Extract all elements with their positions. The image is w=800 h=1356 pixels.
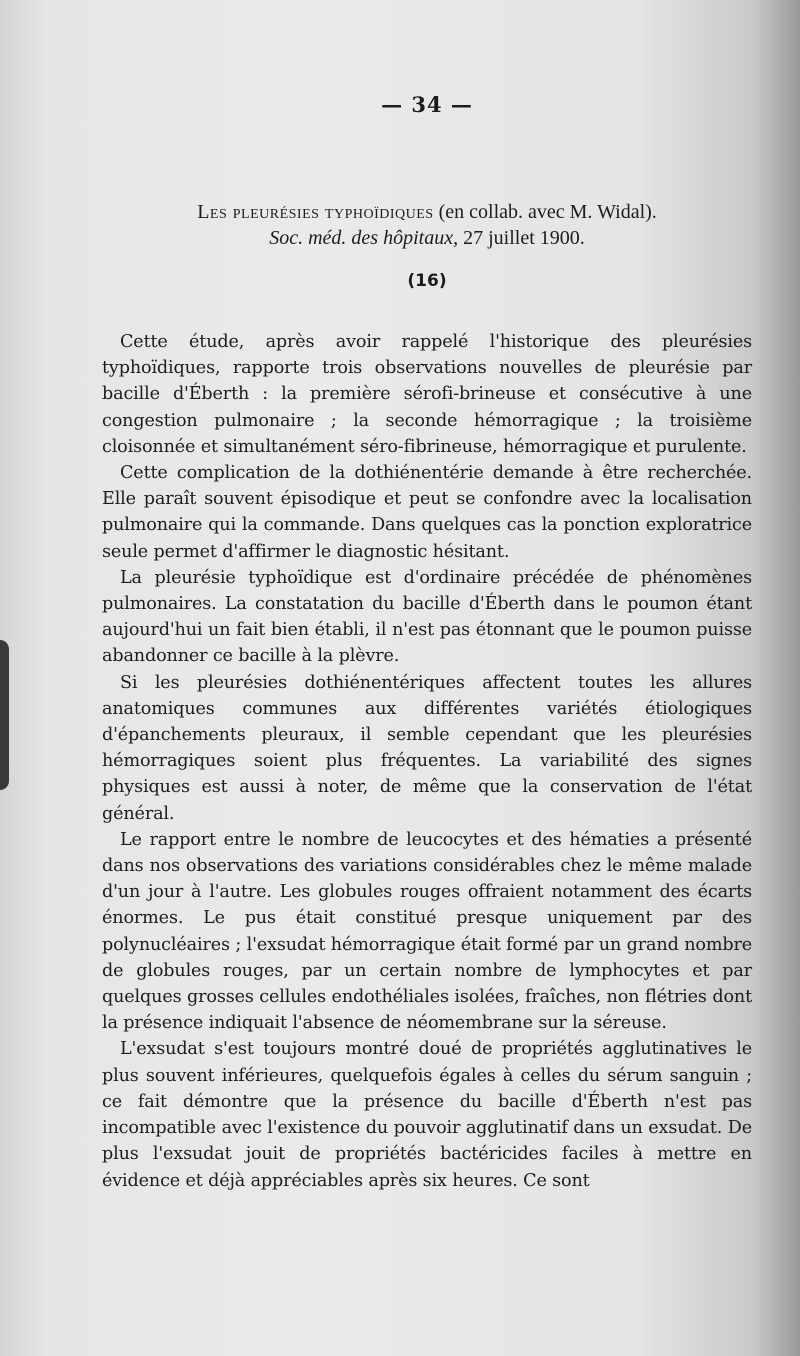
paragraph-1: Cette étude, après avoir rappelé l'historique des pleurésies typhoïdiques, rapporte trois observations nouvelles de pleurésie par bacille d'Éberth : la première sérofi-brineuse et consécutive à une congestion pulmonaire ; la seconde hémorragique ; la troisième cloisonnée et simultanément séro-fibrineuse, hémorragique et purulente. <box>102 332 752 457</box>
paragraph-5: Le rapport entre le nombre de leucocytes et des hématies a présenté dans nos observations des variations considérables chez le même malade d'un jour à l'autre. Les globules rouges offraient notamment des écarts énormes. Le pus était constitué presque uniquement par des polynucléaires ; l'exsudat hémorragique était formé par un grand nombre de globules rouges, par un certain nombre de lymphocytes et par quelques grosses cellules endothéliales isolées, fraîches, non flétries dont la présence indiquait l'absence de néomembrane sur la séreuse. <box>102 829 752 1034</box>
paragraph-6: L'exsudat s'est toujours montré doué de propriétés agglutinatives le plus souvent inférieures, quelquefois égales à celles du sérum sanguin ; ce fait démontre que la présence du bacille d'Éberth n'est pas incompatible avec l'existence du pouvoir agglutinatif dans un exsudat. De plus l'exsudat jouit de propriétés bactéricides faciles à mettre en évidence et déjà appréciables après six heures. Ce sont <box>102 1039 752 1191</box>
page-content <box>102 92 752 1194</box>
page-number: — 34 — <box>381 92 473 117</box>
article-source <box>102 225 752 251</box>
article-source-journal: Soc. méd. des hôpitaux, <box>269 227 459 249</box>
paragraph-3: La pleurésie typhoïdique est d'ordinaire précédée de phénomènes pulmonaires. La constatation du bacille d'Éberth dans le poumon étant aujourd'hui un fait bien établi, il n'est pas étonnant que le poumon puisse abandonner ce bacille à la plèvre. <box>102 567 752 667</box>
article-source-date: 27 juillet 1900. <box>458 227 585 249</box>
reference-number: (16) <box>407 271 447 291</box>
paragraph-2: Cette complication de la dothiénentérie demande à être recherchée. Elle paraît souvent épisodique et peut se confondre avec la localisation pulmonaire qui la commande. Dans quelques cas la ponction exploratrice seule permet d'affirmer le diagnostic hésitant. <box>102 463 752 562</box>
article-title-main: Les pleurésies typhoïdiques <box>197 201 434 223</box>
article-title <box>102 199 752 225</box>
article-title-collab: (en collab. avec M. Widal). <box>433 201 657 223</box>
binding-edge-shadow <box>0 640 9 790</box>
paragraph-4: Si les pleurésies dothiénentériques affectent toutes les allures anatomiques communes aux différentes variétés étiologiques d'épanchements pleuraux, il semble cependant que les pleurésies hémorragiques soient plus fréquentes. La variabilité des signes physiques est aussi à noter, de même que la conservation de l'état général. <box>102 672 752 824</box>
